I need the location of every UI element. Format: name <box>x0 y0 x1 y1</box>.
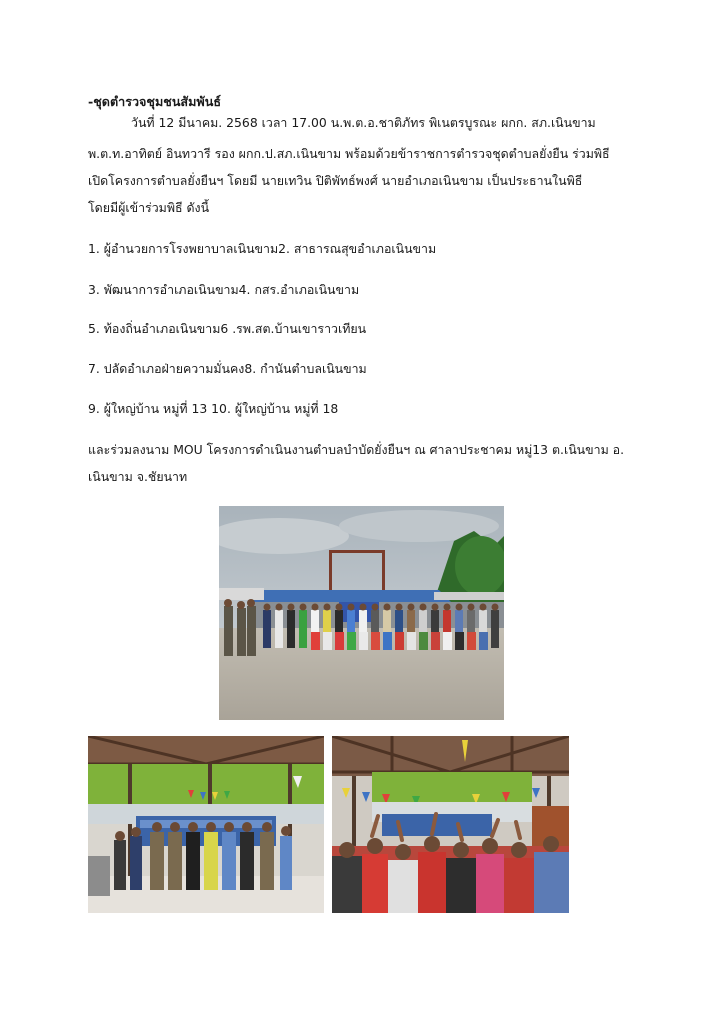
participant-line-2: 3. พัฒนาการอำเภอเนินขาม4. กสร.อำเภอเนินขาม <box>88 282 360 297</box>
section-heading: -ชุดตำรวจชุมชนสัมพันธ์ <box>88 94 222 109</box>
paragraph-line-2: พ.ต.ท.อาทิตย์ อินทวารี รอง ผกก.ป.สภ.เนินขาม พร้อมด้วยข้าราชการตำรวจชุดตำบลยั่งยืน ร่วมพิธี <box>88 146 610 161</box>
group-photo-indoor <box>88 736 324 913</box>
closing-line-2: เนินขาม จ.ชัยนาท <box>88 469 188 484</box>
participant-line-5: 9. ผู้ใหญ่บ้าน หมู่ที่ 13 10. ผู้ใหญ่บ้าน หมู่ที่ 18 <box>88 401 339 416</box>
participant-line-3: 5. ท้องถิ่นอำเภอเนินขาม6 .รพ.สต.บ้านเขาราวเทียน <box>88 321 367 336</box>
paragraph-line-3: เปิดโครงการตำบลยั่งยืนฯ โดยมี นายเทวิน ปิติพัทธ์พงศ์ นายอำเภอเนินขาม เป็นประธานในพิธี <box>88 173 583 188</box>
paragraph-line-1: วันที่ 12 มีนาคม. 2568 เวลา 17.00 น.พ.ต.อ.ชาติภัทร พิเนตรบูรณะ ผกก. สภ.เนินขาม <box>131 115 596 130</box>
paragraph-line-4: โดยมีผู้เข้าร่วมพิธี ดังนี้ <box>88 200 210 215</box>
audience-photo-indoor <box>332 736 569 913</box>
participant-line-1: 1. ผู้อำนวยการโรงพยาบาลเนินขาม2. สาธารณสุขอำเภอเนินขาม <box>88 241 437 256</box>
group-photo-outdoor <box>219 506 504 720</box>
participant-line-4: 7. ปลัดอำเภอฝ่ายความมั่นคง8. กำนันตำบลเนินขาม <box>88 361 367 376</box>
closing-line-1: และร่วมลงนาม MOU โครงการดำเนินงานตำบลบำบัดยั่งยืนฯ ณ ศาลาประชาคม หมู่13 ต.เนินขาม อ. <box>88 442 625 457</box>
